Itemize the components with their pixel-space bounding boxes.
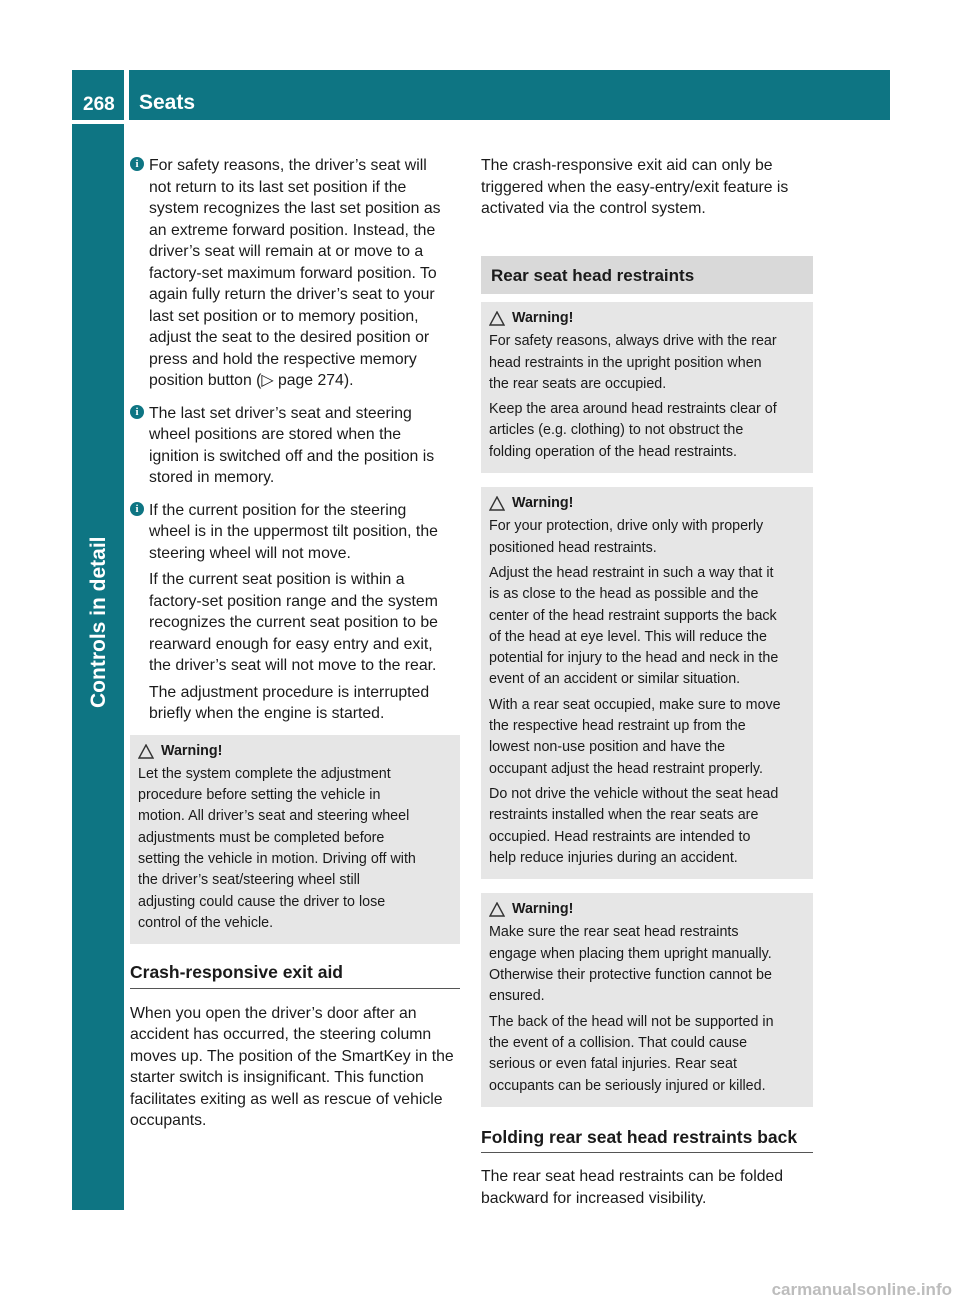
sidebar-tab [72, 124, 124, 1210]
text-line: procedure before setting the vehicle in [138, 787, 381, 804]
info-note-1 [130, 155, 460, 392]
info-note-3-para3 [149, 682, 460, 725]
text-line: backward for increased visibility. [481, 1189, 707, 1207]
warning-3-para-3 [489, 695, 806, 780]
text-line: Adjust the head restraint in such a way that it [489, 564, 774, 581]
text-line: lowest non-use position and have the [489, 739, 726, 756]
text-line: factory-set position range and the system [149, 592, 438, 610]
warning-2-para-1 [489, 331, 806, 395]
text-line: again fully return the driver’s seat to your [149, 286, 435, 303]
text-line: Make sure the rear seat head restraints [489, 924, 739, 941]
text-line: position button (▷ page 274). [149, 372, 354, 389]
text-line: potential for injury to the head and neck in the [489, 650, 779, 667]
text-line: adjust the seat to the desired position or [149, 329, 430, 346]
page-title: Seats [139, 91, 196, 114]
text-line: The crash-responsive exit aid can only be [481, 157, 773, 174]
warning-box-2 [481, 302, 813, 473]
text-line: The adjustment procedure is interrupted [149, 683, 430, 701]
text-line: of the head at eye level. This will reduce the [489, 628, 767, 645]
page-number: 268 [83, 94, 115, 115]
crash-exit-aid-text [130, 1003, 460, 1132]
text-line: occupied. Head restraints are intended to [489, 828, 751, 845]
warning-1-text [138, 764, 453, 934]
text-line: The rear seat head restraints can be folded [481, 1168, 784, 1186]
text-line: setting the vehicle in motion. Driving off with [138, 850, 416, 867]
text-line: control of the vehicle. [138, 914, 274, 931]
text-line: occupants. [130, 1112, 207, 1130]
text-line: activated via the control system. [481, 200, 706, 217]
text-line: accident has occurred, the steering column [130, 1026, 432, 1044]
text-line: adjustments must be completed before [138, 829, 385, 846]
warning-title: Warning! [489, 308, 806, 329]
warning-triangle-icon [138, 744, 154, 759]
text-line: rearward enough for easy entry and exit, [149, 635, 433, 653]
info-note-3 [130, 500, 460, 725]
text-line: recognizes the current seat position to be [149, 614, 438, 631]
text-line: motion. All driver’s seat and steering wheel [138, 808, 410, 825]
text-line: press and hold the respective memory [149, 350, 417, 368]
text-line: ignition is switched off and the position is [149, 447, 435, 465]
text-line: is as close to the head as possible and the [489, 586, 759, 603]
text-line: head restraints in the upright position when [489, 354, 762, 371]
text-line: serious or even fatal injuries. Rear seat [489, 1056, 737, 1073]
warning-box-3 [481, 487, 813, 879]
text-line: Keep the area around head restraints clear of [489, 401, 777, 418]
text-line: The back of the head will not be supported in [489, 1013, 774, 1030]
text-line: last set position or to memory position, [149, 307, 419, 325]
info-note-1-text [149, 155, 460, 392]
text-line: stored in memory. [149, 469, 275, 486]
text-line: help reduce injuries during an accident. [489, 849, 738, 866]
text-line: wheel is in the uppermost tilt position, the [149, 523, 438, 540]
left-column [130, 155, 460, 1132]
warning-2-para-2 [489, 399, 806, 463]
text-line: factory-set maximum forward position. To [149, 264, 437, 282]
text-line: occupants can be seriously injured or killed. [489, 1077, 766, 1094]
warning-3-para-2 [489, 563, 806, 691]
text-line: the respective head restraint up from the [489, 718, 746, 735]
warning-4-para-2 [489, 1012, 806, 1097]
text-line: positioned head restraints. [489, 539, 657, 556]
text-line: For your protection, drive only with properly [489, 518, 764, 535]
text-line: ensured. [489, 988, 545, 1005]
warning-triangle-icon [489, 496, 505, 511]
warning-triangle-icon [489, 311, 505, 326]
text-line: starter switch is insignificant. This function [130, 1069, 424, 1087]
text-line: the rear seats are occupied. [489, 375, 667, 392]
page-number-box [72, 70, 124, 120]
info-icon: i [130, 502, 144, 516]
info-note-2-text [149, 403, 460, 489]
text-line: For safety reasons, the driver’s seat will [149, 157, 427, 174]
text-line: the driver’s seat will not move to the rear. [149, 657, 437, 674]
text-line: Let the system complete the adjustment [138, 765, 391, 782]
section-title-bar: Rear seat head restraints [481, 256, 813, 295]
text-line: For safety reasons, always drive with the rear [489, 333, 777, 350]
warning-box-4 [481, 893, 813, 1107]
text-line: briefly when the engine is started. [149, 705, 385, 722]
text-line: an extreme forward position. Instead, the [149, 221, 436, 239]
warning-title: Warning! [489, 493, 806, 514]
crash-exit-aid-intro [481, 155, 813, 220]
watermark: carmanualsonline.info [771, 1280, 952, 1299]
page-header [129, 70, 890, 120]
text-line: folding operation of the head restraints. [489, 443, 737, 460]
warning-title: Warning! [138, 741, 453, 762]
warning-3-para-1 [489, 516, 806, 559]
text-line: the driver’s seat/steering wheel still [138, 872, 360, 889]
text-line: moves up. The position of the SmartKey in the [130, 1047, 454, 1065]
info-icon: i [130, 157, 144, 171]
text-line: adjusting could cause the driver to lose [138, 893, 386, 910]
text-line: Otherwise their protective function cannot be [489, 967, 772, 984]
text-line: Do not drive the vehicle without the seat head [489, 785, 779, 802]
info-note-3-para2 [149, 569, 460, 677]
sidebar-section-label: Controls in detail [87, 536, 110, 708]
text-line: The last set driver’s seat and steering [149, 404, 412, 422]
text-line: If the current position for the steering [149, 501, 407, 519]
warning-box-1 [130, 735, 460, 945]
text-line: not return to its last set position if the [149, 178, 407, 196]
text-line: wheel positions are stored when the [149, 426, 402, 443]
text-line: system recognizes the last set position as [149, 200, 441, 217]
text-line: driver’s seat will remain at or move to a [149, 243, 424, 260]
warning-title: Warning! [489, 899, 806, 920]
text-line: engage when placing them upright manually. [489, 945, 772, 962]
folding-head-restraints-heading: Folding rear seat head restraints back [481, 1127, 813, 1154]
text-line: articles (e.g. clothing) to not obstruct the [489, 422, 744, 439]
info-note-3-text [149, 500, 460, 565]
text-line: With a rear seat occupied, make sure to move [489, 696, 781, 713]
text-line: occupant adjust the head restraint properly. [489, 760, 763, 777]
folding-head-restraints-text [481, 1166, 813, 1209]
crash-exit-aid-heading: Crash-responsive exit aid [130, 962, 460, 989]
text-line: If the current seat position is within a [149, 571, 405, 588]
text-line: facilitates exiting as well as rescue of vehicle [130, 1090, 443, 1108]
text-line: center of the head restraint supports the back [489, 607, 777, 624]
text-line: When you open the driver’s door after an [130, 1004, 417, 1022]
warning-triangle-icon [489, 902, 505, 917]
warning-3-para-4 [489, 784, 806, 869]
warning-4-para-1 [489, 922, 806, 1007]
text-line: restraints installed when the rear seats are [489, 807, 759, 824]
text-line: event of an accident or similar situation. [489, 671, 741, 688]
right-column [481, 155, 813, 1209]
info-icon: i [130, 405, 144, 419]
text-line: triggered when the easy-entry/exit feature is [481, 178, 789, 196]
info-note-2 [130, 403, 460, 489]
text-line: the event of a collision. That could cause [489, 1034, 748, 1051]
text-line: steering wheel will not move. [149, 544, 351, 562]
